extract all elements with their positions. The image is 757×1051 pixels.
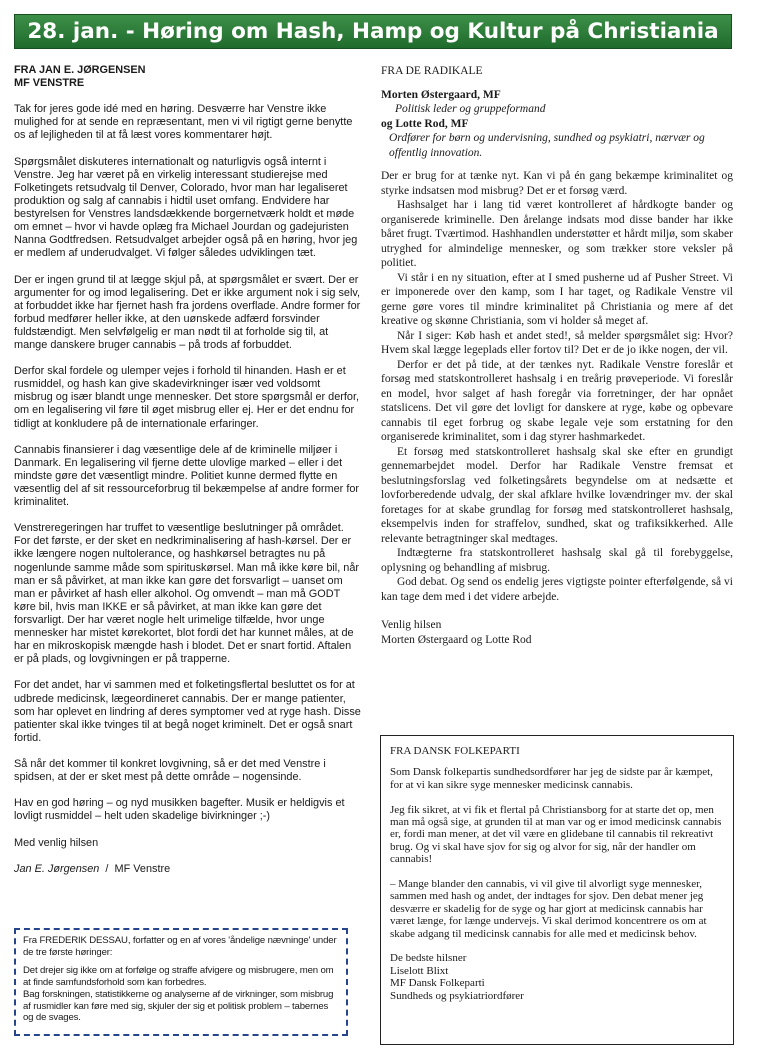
venstre-paragraph: Der er ingen grund til at lægge skjul på, at spørgsmålet er svært. Der er argumenter for og imod legalisering. Det er ikke argument nok i sig selv, at forbuddet ikke har fjernet hash fra jordens overflade. Andre former for forbud medfører heller ikke, at den uønskede adfærd forsvinder fuldstændigt. Men selvfølgelig er man nødt til at forholde sig til, at mange danskere bruger cannabis – på trods af forbuddet. — [14, 273, 361, 351]
dessau-intro: Fra FREDERIK DESSAU, forfatter og en af vores 'åndelige nævninge' under de tre første høringer: — [23, 935, 337, 958]
venstre-author: FRA JAN E. JØRGENSEN — [14, 64, 146, 76]
radikale-greeting: Venlig hilsen — [381, 619, 442, 631]
df-role: MF Dansk Folkeparti — [390, 977, 485, 990]
radikale-signers: Morten Østergaard og Lotte Rod — [381, 633, 532, 646]
dessau-box — [14, 928, 348, 1036]
radikale-paragraph: God debat. Og send os endelig jeres vigtigste pointer efterfølgende, så vi kan tage dem med i det videre arbejde. — [381, 576, 733, 603]
radikale-role-1: Politisk leder og gruppeformand — [395, 103, 546, 115]
dessau-quote: Det drejer sig ikke om at forfølge og straffe afvigere og misbrugere, men om at finde samfundsforhold som kan forbedres. — [23, 964, 334, 988]
venstre-column — [14, 64, 362, 889]
venstre-paragraph: Cannabis finansierer i dag væsentlige dele af de kriminelle miljøer i Danmark. En legalisering vil fjerne dette ulovlige marked – eller i det mindste gøre det væsentligt mindre. Politiet kunne dermed flytte en væsentlig del af sit ressourceforbrug til bekæmpelse af andre former for kriminalitet. — [14, 443, 360, 509]
radikale-paragraph: Der er brug for at tænke nyt. Kan vi på én gang bekæmpe kriminalitet og styrke indsatsen mod misbrug? Det er et forsøg værd. — [381, 170, 733, 197]
df-closing: De bedste hilsner — [390, 952, 467, 965]
radikale-paragraph: Et forsøg med statskontrolleret hashsalg skal ske efter en grundigt gennemarbejdet model. Derfor har Radikale Venstre fremsat et beslutningsforslag ved folketingsårets begyndelse om at nedsætte et lovforberedende udvalg, der skal afklare hvilke lovændringer mv. der skal foretages for at skabe grundlag for forsøg med statskontrolleret hashsalg, eksempelvis inden for straffelov, sundhed, skat og trafiksikkerhed. Alle relevante betragtninger skal medtages. — [381, 445, 733, 545]
venstre-paragraph: Spørgsmålet diskuteres internationalt og naturligvis også internt i Venstre. Jeg har været på en virkelig interessant studierejse med Folketingets retsudvalg til Denver, Colorado, hvor man har legaliseret produktion og salg af cannabis i hidtil uset omfang. Endvidere har bestyrelsen for Venstres landsdækkende borgernetværk holdt et møde om emnet – hvor vi havde oplæg fra Michael Jourdan og gadejuristen Nanna Godtfredsen. Retsudvalget arbejder også på en høring, hvor jeg er medlem af underudvalget. Vi følger således udviklingen tæt. — [14, 155, 358, 260]
radikale-header: FRA DE RADIKALE — [381, 65, 483, 77]
venstre-paragraph: Venstreregeringen har truffet to væsentlige beslutninger på området. For det første, er der sket en nedkriminalisering af hash-kørsel. Der er ikke længere nogen nultolerance, og hashkørsel betragtes nu på nogenlunde samme måde som spirituskørsel. Man må ikke køre bil, når man er så påvirket, at man ikke kan gøre det forsvarligt – uanset om man er påvirket af hash eller alkohol. Og omvendt – man må GODT køre bil, hvis man IKKE er så påvirket, at man ikke kan gøre det forsvarligt. Der har været nogle helt urimelige tilfælde, hvor unge mennesker har mistet kørekortet, blot fordi det har kunnet måles, at de har en mikroskopisk mængde hash i blodet. Det er snart fortid. Aftalen er på plads, og lovgivningen er på trapperne. — [14, 522, 360, 666]
venstre-paragraph: For det andet, har vi sammen med et folketingsflertal besluttet os for at udbrede medicinsk, lægeordineret cannabis. Der er mange patienter, som har oplevet en lindring af deres symptomer ved at ryge hash. Disse patienter skal ikke tvinges til at begå noget kriminelt. Det er også snart fortid. — [14, 679, 361, 744]
venstre-closing: Med venlig hilsen — [14, 836, 99, 849]
df-paragraph: Som Dansk folkepartis sundhedsordfører har jeg de sidste par år kæmpet, for at vi kan sikre syge mennesker medicinsk cannabis. — [390, 766, 713, 791]
venstre-signature-title: MF Venstre — [114, 862, 171, 875]
df-paragraph: – Mange blander den cannabis, vi vil give til alvorligt syge mennesker, sammen med hash og andet, der indtages for sjov. Den debat mener jeg desværre er skadelig for de syge og har gjort at medicinsk cannabis har været længe, for længe undervejs. Vi skal derimod koncentrere os om at skabe adgang til medicinsk cannabis for alle med et medicinsk behov. — [390, 878, 707, 940]
venstre-role: MF VENSTRE — [14, 77, 85, 90]
radikale-person-2: og Lotte Rod, MF — [381, 117, 469, 130]
radikale-person-1: Morten Østergaard, MF — [381, 88, 501, 101]
df-title: Sundheds og psykiatriordfører — [390, 989, 524, 1002]
radikale-column — [381, 64, 733, 647]
radikale-role-2: Ordfører for børn og undervisning, sundhed og psykiatri, nærvær og offentlig innovation. — [389, 132, 705, 159]
radikale-paragraph: Når I siger: Køb hash et andet sted!, så melder spørgsmålet sig: Hvor? Hvem skal lægge legeplads eller fortov til? Det er de jo ikke nogen, der vil. — [381, 329, 733, 356]
venstre-paragraph: Hav en god høring – og nyd musikken bagefter. Musik er heldigvis et lovligt rusmiddel – helt uden skadelige bivirkninger ;-) — [14, 797, 345, 823]
df-paragraph: Jeg fik sikret, at vi fik et flertal på Christiansborg for at starte det op, men man må også sige, at grunden til at man var og er imod medicinsk cannabis er, fordi man mener, at det vil være en glidebane til cannabis til rekreativt brug. Og vi skal have sjov for sig og alvor for sig, når der handler om cannabis! — [390, 803, 722, 866]
radikale-paragraph: Hashsalget har i lang tid været kontrolleret af hårdkogte bander og organiserede kriminelle. Den årelange indsats mod disse bander har ikke båret frugt. Tværtimod. Hashhandlen understøtter et hårdt miljø, som skaber utryghed for almindelige mennesker, og som trækker store veksler på politiet. — [381, 199, 733, 269]
venstre-paragraph: Tak for jeres gode idé med en høring. Desværre har Venstre ikke mulighed for at sende en repræsentant, men vi vil rigtigt gerne benytte os af lejligheden til at få læst vores kommentarer højt. — [14, 103, 353, 142]
venstre-paragraph: Derfor skal fordele og ulemper vejes i forhold til hinanden. Hash er et rusmiddel, og hash kan give skadevirkninger især ved voldsomt misbrug og især blandt unge mennesker. Det store spørgsmål er derfor, om en legalisering vil føre til øget misbrug eller ej. Her er det endnu for tidligt at konkludere på de internationale erfaringer. — [14, 365, 360, 430]
df-box — [380, 735, 734, 1045]
radikale-paragraph: Derfor er det på tide, at der tænkes nyt. Radikale Venstre foreslår et forsøg med statskontrolleret hashsalg i en treårig prøveperiode. Vi foreslår en model, hvor salget af hash foregår via forretninger, der har opnået statslicens. Det vil gøre det lovligt for danskere at ryge, købe og opbevare cannabis til eget forbrug og skabe legale veje som erstatning for den organiserede kriminalitet, som i dag styrer hashmarkedet. — [381, 358, 733, 443]
radikale-paragraph: Vi står i en ny situation, efter at I smed pusherne ud af Pusher Street. Vi er imponerede over den kamp, som I har taget, og Radikale Venstre vil gerne gøre vores til mindre kriminalitet på Christiania og mere af det kreative og skønne Christiania, som vi holder så meget af. — [381, 271, 733, 327]
df-name: Liselott Blixt — [390, 964, 449, 977]
venstre-paragraph: Så når det kommer til konkret lovgivning, så er det med Venstre i spidsen, at der er sket mest på dette område – nogensinde. — [14, 757, 326, 784]
venstre-header — [14, 64, 362, 90]
radikale-body — [381, 169, 733, 604]
radikale-paragraph: Indtægterne fra statskontrolleret hashsalg skal gå til forebyggelse, oplysning og behandling af misbrug. — [381, 547, 733, 574]
venstre-signature-name: Jan E. Jørgensen — [14, 862, 100, 875]
page-banner: 28. jan. - Høring om Hash, Hamp og Kultur på Christiania — [14, 14, 732, 49]
venstre-signature-separator: / — [99, 862, 115, 875]
venstre-signature — [14, 863, 362, 876]
df-header: FRA DANSK FOLKEPARTI — [390, 745, 520, 757]
dessau-quote-2: Bag forskningen, statistikkerne og analyserne af de virkninger, som misbrug af rusmidler kan føre med sig, skjuler der sig et politisk problem – tabernes og de svages. — [23, 988, 334, 1024]
df-signature — [390, 952, 724, 1002]
